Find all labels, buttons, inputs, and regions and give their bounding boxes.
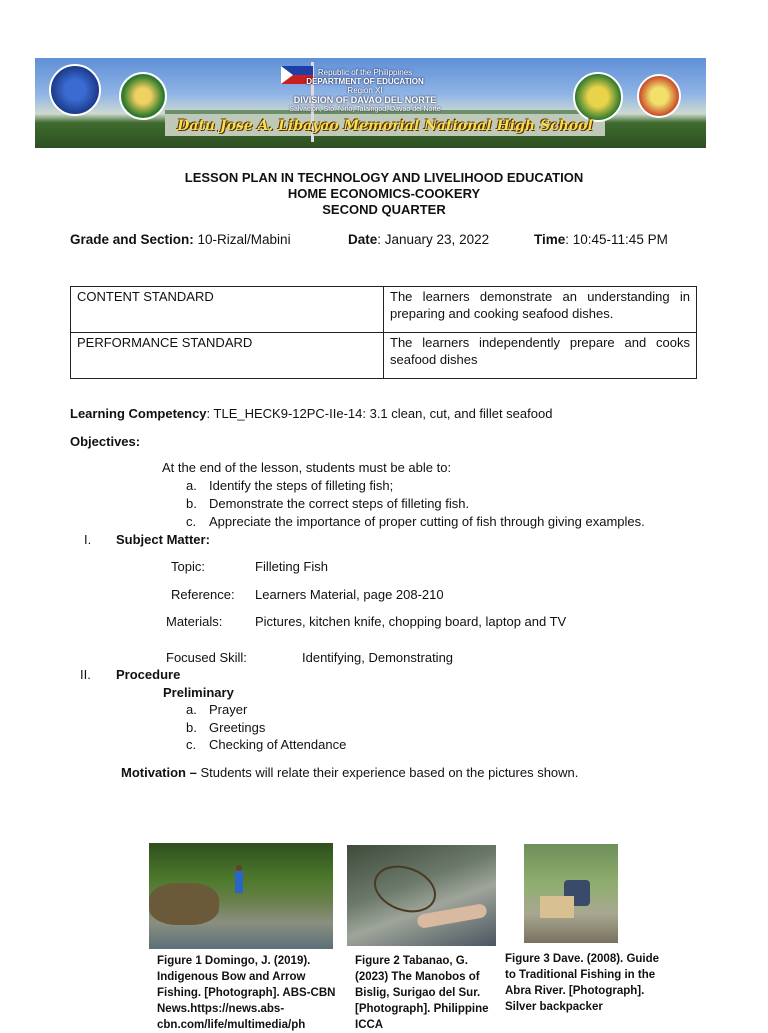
- time-label: Time: [534, 232, 566, 247]
- procedure-marker: b.: [186, 720, 197, 735]
- objectives-intro: At the end of the lesson, students must be able to:: [162, 460, 452, 475]
- header-banner: [35, 58, 706, 148]
- date-value: : January 23, 2022: [377, 232, 490, 247]
- header-address: Salvacion, Sto. Niño, Talaingod, Davao del Norte: [289, 106, 441, 113]
- objective-marker: a.: [186, 478, 197, 493]
- objective-marker: b.: [186, 496, 197, 511]
- grade-value: 10-Rizal/Mabini: [193, 232, 291, 247]
- objective-item: Appreciate the importance of proper cutting of fish through giving examples.: [209, 514, 645, 529]
- competency-text: : TLE_HECK9-12PC-IIe-14: 3.1 clean, cut, and fillet seafood: [206, 406, 553, 421]
- table-row: [71, 333, 697, 379]
- competency-label: Learning Competency: [70, 406, 207, 421]
- header-republic: Republic of the Philippines: [317, 68, 413, 77]
- reference-value: Learners Material, page 208-210: [255, 587, 444, 602]
- date: [348, 232, 489, 247]
- municipal-seal-icon: [637, 74, 681, 118]
- title-line-3: SECOND QUARTER: [322, 202, 446, 217]
- materials-label: Materials:: [166, 614, 223, 629]
- procedure-heading: Procedure: [116, 667, 181, 682]
- standard-label: PERFORMANCE STANDARD: [71, 333, 384, 379]
- procedure-item: Checking of Attendance: [209, 737, 347, 752]
- topic-value: Filleting Fish: [255, 559, 328, 574]
- procedure-item: Greetings: [209, 720, 266, 735]
- school-name: Datu Jose A. Libayao Memorial National High School: [177, 118, 593, 134]
- motivation: [121, 764, 578, 781]
- section-numeral: I.: [84, 532, 92, 547]
- header-department: DEPARTMENT OF EDUCATION: [306, 77, 424, 86]
- title-line-1: LESSON PLAN IN TECHNOLOGY AND LIVELIHOOD EDUCATION: [184, 170, 584, 185]
- figure-3-caption: Figure 3 Dave. (2008). Guide to Traditional Fishing in the Abra River. [Photograph]. Silver backpacker: [505, 953, 660, 1013]
- section-numeral: II.: [80, 667, 91, 682]
- figure-1-caption: Figure 1 Domingo, J. (2019). Indigenous Bow and Arrow Fishing. [Photograph]. ABS-CBN News.https://news.abs-cbn.com/life/multimedia/ph: [157, 955, 336, 1031]
- objective-marker: c.: [186, 514, 197, 529]
- title-line-2: HOME ECONOMICS-COOKERY: [287, 186, 481, 201]
- table-row: [71, 287, 697, 333]
- motivation-label: Motivation –: [121, 765, 197, 780]
- focused-skill-value: Identifying, Demonstrating: [302, 650, 454, 665]
- division-seal-icon: [119, 72, 167, 120]
- deped-seal-icon: [49, 64, 101, 116]
- focused-skill-label: Focused Skill:: [166, 650, 247, 665]
- standard-text: The learners independently prepare and cooks seafood dishes: [384, 333, 697, 379]
- learning-competency: [70, 405, 552, 422]
- materials-value: Pictures, kitchen knife, chopping board, laptop and TV: [255, 614, 567, 629]
- grade-section: [70, 232, 291, 247]
- objectives-heading: Objectives:: [70, 434, 141, 449]
- date-label: Date: [348, 232, 378, 247]
- figure-2-caption: Figure 2 Tabanao, G. (2023) The Manobos of Bislig, Surigao del Sur. [Photograph]. Philippine ICCA: [355, 955, 489, 1031]
- header-division: DIVISION OF DAVAO DEL NORTE: [293, 95, 437, 105]
- header-region: Region XI: [347, 86, 383, 95]
- standard-label: CONTENT STANDARD: [71, 287, 384, 333]
- subject-matter-heading: Subject Matter:: [116, 532, 210, 547]
- time: [534, 232, 668, 247]
- school-seal-icon: [573, 72, 623, 122]
- figure-1-photo: [149, 843, 333, 949]
- grade-label: Grade and Section:: [70, 232, 194, 247]
- objective-item: Identify the steps of filleting fish;: [209, 478, 394, 493]
- time-value: : 10:45-11:45 PM: [565, 232, 668, 247]
- figure-3-photo: [524, 844, 618, 943]
- topic-label: Topic:: [171, 559, 205, 574]
- procedure-item: Prayer: [209, 702, 248, 717]
- preliminary-heading: Preliminary: [163, 685, 234, 700]
- procedure-marker: c.: [186, 737, 197, 752]
- reference-label: Reference:: [171, 587, 235, 602]
- motivation-text: Students will relate their experience based on the pictures shown.: [196, 765, 579, 780]
- figure-2-photo: [347, 845, 496, 946]
- objective-item: Demonstrate the correct steps of filleting fish.: [209, 496, 470, 511]
- standards-table: [70, 286, 697, 379]
- procedure-marker: a.: [186, 702, 197, 717]
- standard-text: The learners demonstrate an understanding in preparing and cooking seafood dishes.: [384, 287, 697, 333]
